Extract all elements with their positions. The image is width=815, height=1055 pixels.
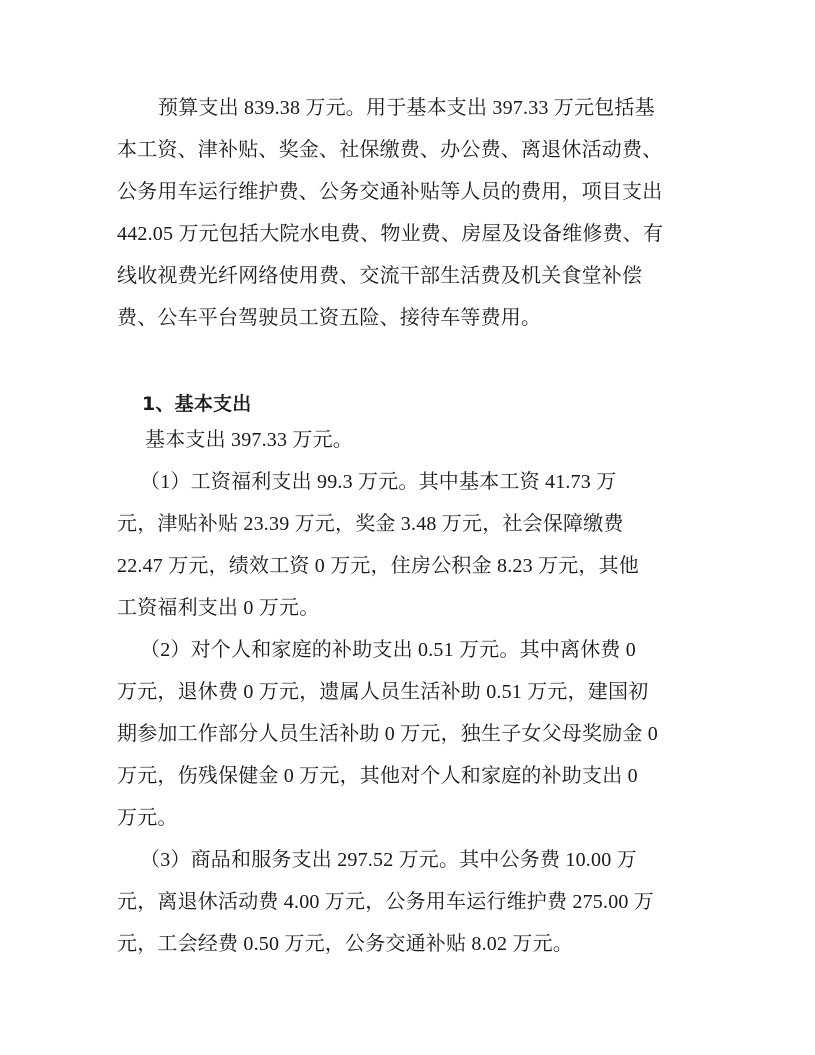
- text-line: 费、公车平台驾驶员工资五险、接待车等费用。: [117, 307, 542, 329]
- text-line: 万元，伤残保健金 0 万元，其他对个人和家庭的补助支出 0: [117, 765, 638, 787]
- text-line: 元，津贴补贴 23.39 万元，奖金 3.48 万元，社会保障缴费: [117, 513, 624, 535]
- text-line: 本工资、津补贴、奖金、社保缴费、办公费、离退休活动费、: [117, 139, 663, 161]
- section-summary: 基本支出 397.33 万元。: [145, 429, 353, 451]
- text-line: （2）对个人和家庭的补助支出 0.51 万元。其中离休费 0: [140, 639, 636, 661]
- text-line: 万元，退休费 0 万元，遗属人员生活补助 0.51 万元，建国初: [117, 681, 649, 703]
- text-line: 元，离退休活动费 4.00 万元，公务用车运行维护费 275.00 万: [117, 891, 654, 913]
- text-line: 公务用车运行维护费、公务交通补贴等人员的费用，项目支出: [117, 181, 663, 203]
- text-line: 工资福利支出 0 万元。: [117, 597, 320, 619]
- text-line: 22.47 万元，绩效工资 0 万元，住房公积金 8.23 万元，其他: [117, 555, 639, 577]
- text-line: 线收视费光纤网络使用费、交流干部生活费及机关食堂补偿: [117, 265, 643, 287]
- text-line: 期参加工作部分人员生活补助 0 万元，独生子女父母奖励金 0: [117, 723, 658, 745]
- text-line: 442.05 万元包括大院水电费、物业费、房屋及设备维修费、有: [117, 223, 664, 245]
- text-line: （1）工资福利支出 99.3 万元。其中基本工资 41.73 万: [140, 471, 617, 493]
- text-line: （3）商品和服务支出 297.52 万元。其中公务费 10.00 万: [140, 849, 637, 871]
- section-heading: 1、基本支出: [142, 393, 252, 415]
- text-line: 元，工会经费 0.50 万元，公务交通补贴 8.02 万元。: [117, 933, 573, 955]
- text-line: 预算支出 839.38 万元。用于基本支出 397.33 万元包括基: [158, 97, 655, 119]
- text-line: 万元。: [117, 807, 178, 829]
